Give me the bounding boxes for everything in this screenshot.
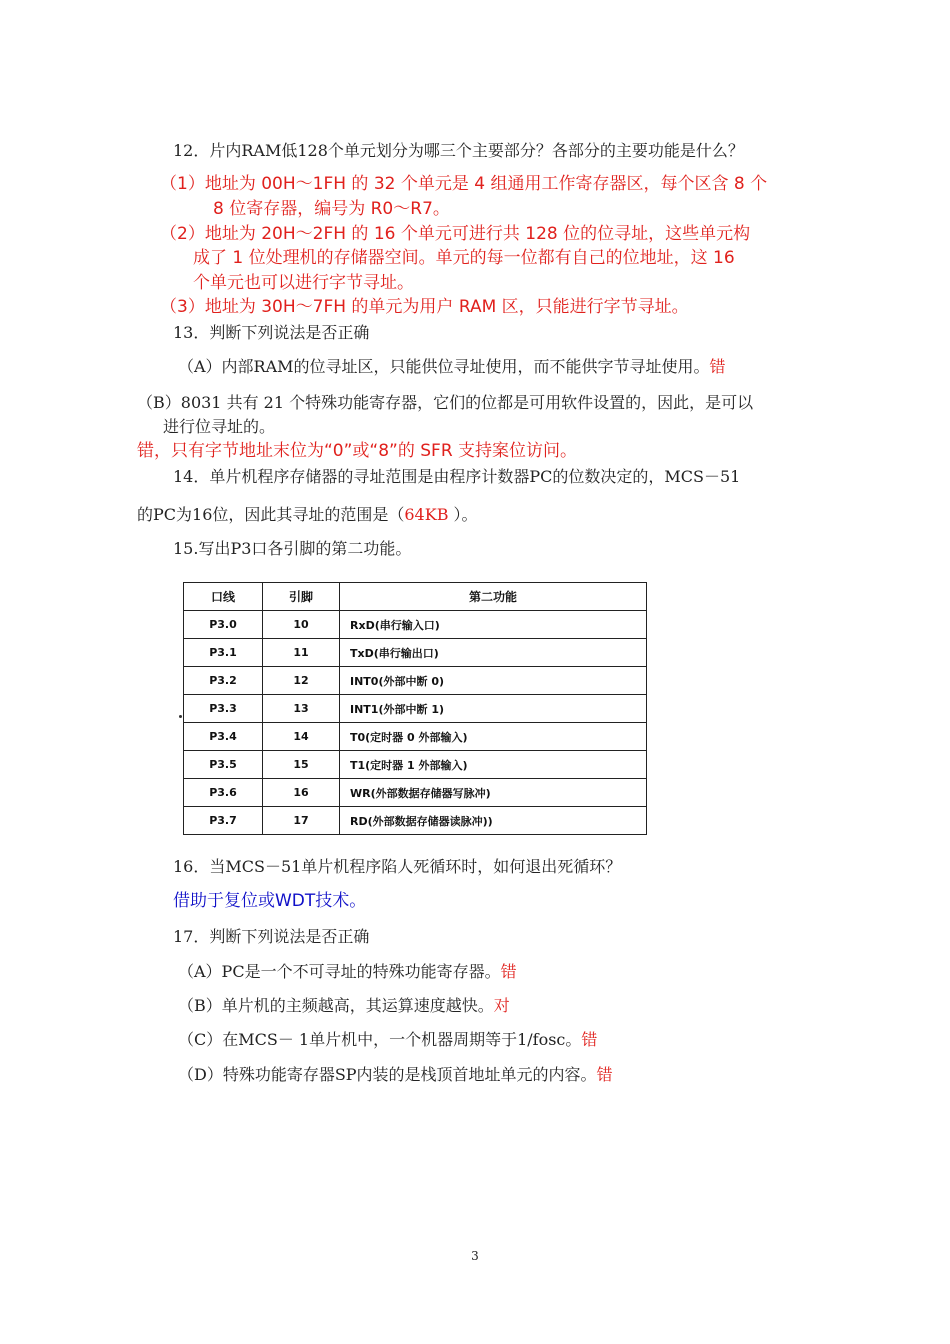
q13-item-a-answer: 错 xyxy=(709,357,726,376)
cell-port-line: P3.4 xyxy=(184,723,263,751)
cell-port-line: P3.2 xyxy=(184,667,263,695)
cell-second-function: TxD(串行输出口) xyxy=(340,639,647,667)
cell-second-function: T1(定时器 1 外部输入) xyxy=(340,751,647,779)
q13-item-a xyxy=(178,356,726,378)
q17-question: 17．判断下列说法是否正确 xyxy=(173,927,370,946)
cell-second-function: WR(外部数据存储器写脉冲) xyxy=(340,779,647,807)
q17-item-a-text: （A）PC是一个不可寻址的特殊功能寄存器。 xyxy=(178,962,501,981)
q14-answer: 64KB xyxy=(404,505,449,524)
q13-item-b-answer: 错，只有字节地址末位为“0”或“8”的 SFR 支持案位访问。 xyxy=(137,441,578,461)
p3-function-table xyxy=(183,582,647,835)
cell-pin: 12 xyxy=(263,667,340,695)
q13-item-b-line2: 进行位寻址的。 xyxy=(163,417,276,436)
q14-line2-post: ）。 xyxy=(448,505,478,524)
scan-dot xyxy=(179,715,182,718)
cell-port-line: P3.0 xyxy=(184,611,263,639)
page-number: 3 xyxy=(471,1249,479,1263)
q13-item-a-text: （A）内部RAM的位寻址区，只能供位寻址使用，而不能供字节寻址使用。 xyxy=(178,357,710,376)
cell-pin: 17 xyxy=(263,807,340,835)
q14-line1: 14．单片机程序存储器的寻址范围是由程序计数器PC的位数决定的，MCS－51 xyxy=(173,467,741,486)
q17-item-c-text: （C）在MCS－ 1单片机中，一个机器周期等于1/fosc。 xyxy=(178,1030,582,1049)
q12-answer-1: （1）地址为 00H～1FH 的 32 个单元是 4 组通用工作寄存器区，每个区含 8 个 xyxy=(160,174,768,194)
table-row xyxy=(184,807,647,835)
q12-answer-2-cont: 成了 1 位处理机的存储器空间。单元的每一位都有自己的位地址，这 16 xyxy=(193,248,735,268)
cell-second-function: T0(定时器 0 外部输入) xyxy=(340,723,647,751)
cell-port-line: P3.1 xyxy=(184,639,263,667)
table-header-row xyxy=(184,583,647,611)
q17-item-b-answer: 对 xyxy=(493,996,510,1015)
q13-question: 13．判断下列说法是否正确 xyxy=(173,323,370,342)
cell-pin: 11 xyxy=(263,639,340,667)
q17-item-d xyxy=(178,1064,613,1086)
q17-item-a xyxy=(178,961,517,983)
q17-item-d-answer: 错 xyxy=(596,1065,613,1084)
table-row xyxy=(184,611,647,639)
cell-second-function: INT1(外部中断 1) xyxy=(340,695,647,723)
cell-pin: 10 xyxy=(263,611,340,639)
cell-second-function: RD(外部数据存储器读脉冲)) xyxy=(340,807,647,835)
header-second-function: 第二功能 xyxy=(340,583,647,611)
cell-pin: 13 xyxy=(263,695,340,723)
q14-line2 xyxy=(137,504,478,526)
cell-port-line: P3.6 xyxy=(184,779,263,807)
cell-second-function: INT0(外部中断 0) xyxy=(340,667,647,695)
q12-question: 12．片内RAM低128个单元划分为哪三个主要部分？各部分的主要功能是什么？ xyxy=(173,141,744,160)
cell-port-line: P3.7 xyxy=(184,807,263,835)
q17-item-b xyxy=(178,995,510,1017)
q15-question: 15.写出P3口各引脚的第二功能。 xyxy=(173,539,412,558)
table-row xyxy=(184,695,647,723)
q17-item-c-answer: 错 xyxy=(581,1030,598,1049)
q17-item-a-answer: 错 xyxy=(500,962,517,981)
q12-answer-2-cont2: 个单元也可以进行字节寻址。 xyxy=(193,273,414,293)
cell-port-line: P3.5 xyxy=(184,751,263,779)
cell-second-function: RxD(串行输入口) xyxy=(340,611,647,639)
cell-pin: 15 xyxy=(263,751,340,779)
table-row xyxy=(184,639,647,667)
q12-answer-1-cont: 8 位寄存器，编号为 R0～R7。 xyxy=(213,199,450,219)
table-row xyxy=(184,751,647,779)
table-row xyxy=(184,779,647,807)
table-row xyxy=(184,667,647,695)
cell-port-line: P3.3 xyxy=(184,695,263,723)
q13-item-b-line1: （B）8031 共有 21 个特殊功能寄存器，它们的位都是可用软件设置的，因此，是可以 xyxy=(137,393,754,412)
cell-pin: 16 xyxy=(263,779,340,807)
q17-item-b-text: （B）单片机的主频越高，其运算速度越快。 xyxy=(178,996,494,1015)
header-port-line: 口线 xyxy=(184,583,263,611)
q14-line2-pre: 的PC为16位，因此其寻址的范围是（ xyxy=(137,505,405,524)
table-row xyxy=(184,723,647,751)
header-pin: 引脚 xyxy=(263,583,340,611)
q16-answer: 借助于复位或WDT技术。 xyxy=(173,891,367,911)
q12-answer-3: （3）地址为 30H～7FH 的单元为用户 RAM 区，只能进行字节寻址。 xyxy=(160,297,689,317)
q12-answer-2: （2）地址为 20H～2FH 的 16 个单元可进行共 128 位的位寻址，这些单元构 xyxy=(160,224,751,244)
cell-pin: 14 xyxy=(263,723,340,751)
q16-question: 16．当MCS－51单片机程序陷人死循环时，如何退出死循环？ xyxy=(173,857,622,876)
q17-item-d-text: （D）特殊功能寄存器SP内装的是栈顶首地址单元的内容。 xyxy=(178,1065,597,1084)
q17-item-c xyxy=(178,1029,597,1051)
